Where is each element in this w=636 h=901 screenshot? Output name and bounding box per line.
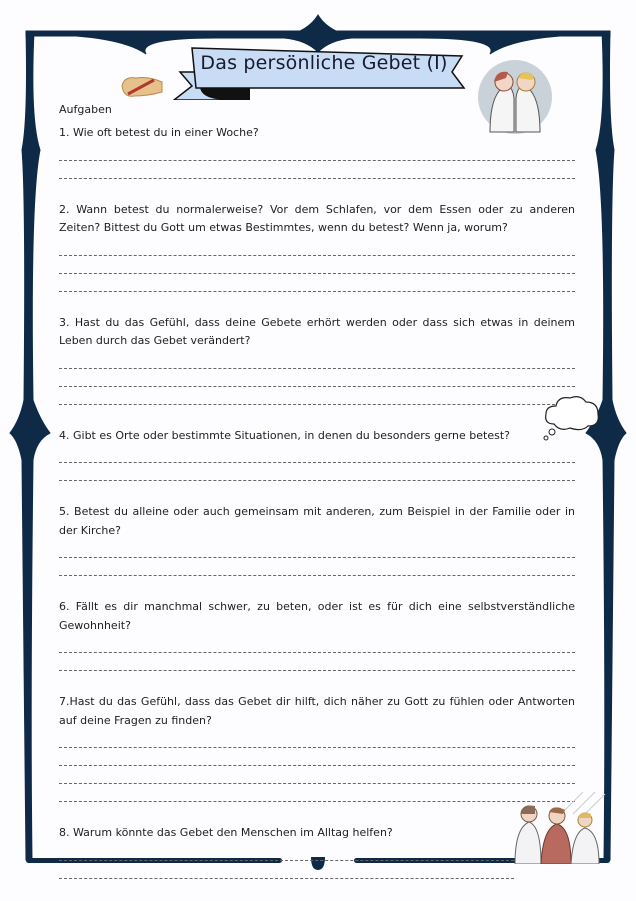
question-text: 6. Fällt es dir manchmal schwer, zu beten, oder ist es für dich eine selbstverständliche Gewohnheit? (59, 600, 575, 632)
answer-line[interactable] (59, 861, 514, 879)
question-text: 3. Hast du das Gefühl, dass deine Gebete erhört werden oder dass sich etwas in deinem Leben durch das Gebet verändert? (59, 315, 575, 347)
question-4 (59, 427, 575, 482)
praying-group-illustration (513, 792, 607, 864)
question-text: 2. Wann betest du normalerweise? Vor dem Schlafen, vor dem Essen oder zu anderen Zeiten? Bittest du Gott um etwas Bestimmtes, wenn du betest? Wenn ja, worum? (59, 202, 575, 234)
answer-line[interactable] (59, 256, 575, 274)
answer-line[interactable] (59, 748, 575, 766)
question-2 (59, 201, 575, 292)
answer-line[interactable] (59, 387, 575, 405)
question-text: 5. Betest du alleine oder auch gemeinsam mit anderen, zum Beispiel in der Familie oder in der Kirche? (59, 505, 575, 537)
question-8 (59, 824, 575, 879)
answer-line[interactable] (59, 540, 575, 558)
hand-writing-icon (118, 72, 168, 102)
question-text: 1. Wie oft betest du in einer Woche? (59, 126, 259, 139)
question-list (59, 124, 575, 901)
answer-line[interactable] (59, 843, 514, 861)
answer-line[interactable] (59, 445, 575, 463)
answer-line[interactable] (59, 784, 575, 802)
question-text: 8. Warum könnte das Gebet den Menschen im Alltag helfen? (59, 826, 393, 839)
question-6 (59, 598, 575, 671)
answer-line[interactable] (59, 238, 575, 256)
answer-line[interactable] (59, 653, 575, 671)
answer-line[interactable] (59, 274, 575, 292)
thought-cloud-icon (540, 394, 602, 444)
question-7 (59, 693, 575, 802)
section-heading: Aufgaben (59, 103, 112, 116)
answer-line[interactable] (59, 635, 575, 653)
answer-line[interactable] (59, 730, 575, 748)
answer-line[interactable] (59, 766, 575, 784)
answer-line[interactable] (59, 369, 575, 387)
page-title: Das persönliche Gebet (I) (200, 52, 448, 74)
answer-line[interactable] (59, 351, 575, 369)
question-text: 4. Gibt es Orte oder bestimmte Situationen, in denen du besonders gerne betest? (59, 428, 510, 442)
answer-line[interactable] (59, 558, 575, 576)
question-5 (59, 503, 575, 576)
answer-line[interactable] (59, 463, 575, 481)
answer-line[interactable] (59, 161, 575, 179)
question-text: 7.Hast du das Gefühl, dass das Gebet dir hilft, dich näher zu Gott zu fühlen oder Antworten auf deine Fragen zu finden? (59, 695, 575, 727)
question-1 (59, 124, 575, 179)
question-3 (59, 314, 575, 405)
answer-line[interactable] (59, 143, 575, 161)
